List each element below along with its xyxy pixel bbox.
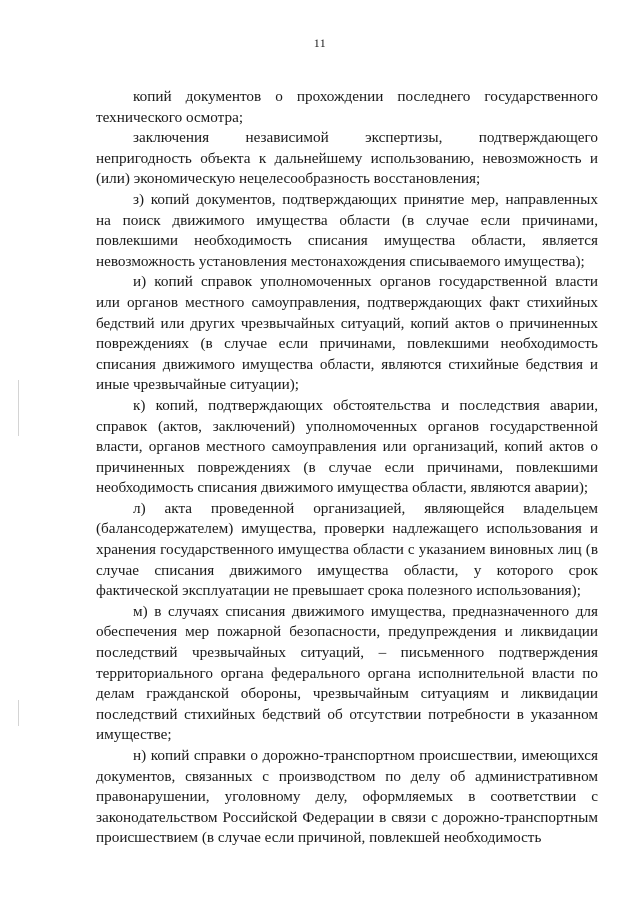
paragraph-item-k: к) копий, подтверждающих обстоятельства и последствия аварии, справок (актов, заключений) уполномоченных органов государственной власти, органов местного самоуправления или организаций, копий актов о причиненных повреждениях (в случае если причинами, повлекшими необходимость списания движимого имущества области, являются аварии);: [96, 396, 598, 497]
paragraph-item-i: и) копий справок уполномоченных органов государственной власти или органов местного самоуправления, подтверждающих факт стихийных бедствий или других чрезвычайных ситуаций, копий актов о причиненных повреждениях (в случае если причинами, повлекшими необходимость списания движимого имущества области, являются стихийные бедствия и иные чрезвычайные ситуации);: [96, 273, 598, 394]
paragraph-item-n: н) копий справки о дорожно-транспортном происшествии, имеющихся документов, связанных с производством по делу об административном правонарушении, уголовному делу, оформляемых в соответствии с законодательством Российской Федерации в связи с дорожно-транспортным происшествием (в случае если причиной, повлекшей необходимость: [96, 747, 598, 847]
document-body: [96, 87, 598, 849]
scan-margin-mark: [18, 380, 19, 436]
paragraph-item-l: л) акта проведенной организацией, являющейся владельцем (балансодержателем) имущества, проверки надлежащего использования и хранения государственного имущества области с указанием виновных лиц (в случае списания движимого имущества области, у которого срок фактической эксплуатации не превышает срока полезного использования);: [96, 499, 598, 600]
scan-margin-mark: [18, 700, 19, 726]
paragraph-item-z: з) копий документов, подтверждающих принятие мер, направленных на поиск движимого имущества области (в случае если причинами, повлекшими необходимость списания имущества области, является невозможность установления местонахождения списываемого имущества);: [96, 190, 598, 270]
paragraph-technical-inspection: копий документов о прохождении последнего государственного технического осмотра;: [96, 88, 598, 126]
page-number: 11: [313, 36, 327, 50]
paragraph-expert-conclusion: заключения независимой экспертизы, подтверждающего непригодность объекта к дальнейшему использованию, невозможность и (или) экономическую нецелесообразность восстановления;: [96, 129, 598, 188]
paragraph-item-m: м) в случаях списания движимого имущества, предназначенного для обеспечения мер пожарной безопасности, предупреждения и ликвидации последствий чрезвычайных ситуаций, – письменного подтверждения территориального органа федерального органа исполнительной власти по делам гражданской обороны, чрезвычайным ситуациям и ликвидации последствий стихийных бедствий об отсутствии потребности в указанном имуществе;: [96, 602, 598, 744]
